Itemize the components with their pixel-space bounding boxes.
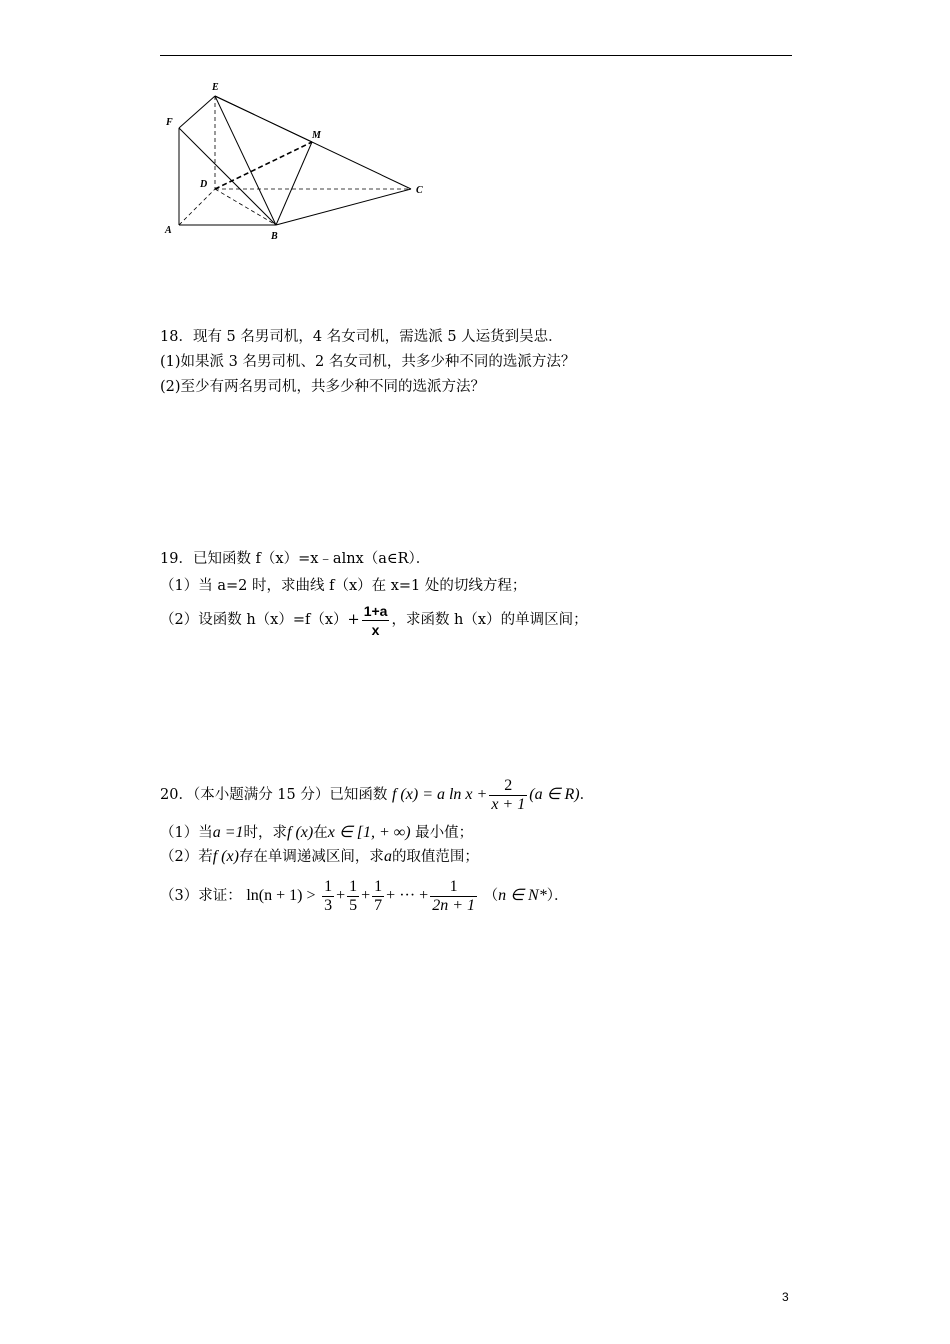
q20-p3-frac3-num: 1 (374, 877, 383, 895)
q20-p1-text-a: （1）当 (160, 825, 213, 841)
q20-stem-frac-num: 2 (489, 777, 527, 796)
q20-p1-math-a: a =1 (212, 824, 244, 841)
q19-part2 (160, 600, 588, 640)
q20-p1-text-b: 时，求 (243, 825, 288, 841)
q20-p2-text-b: 存在单调递减区间，求 (238, 849, 384, 865)
q20-p1-text-c: 在 (313, 825, 328, 841)
q19-stem: 19．已知函数 f（x）=x﹣alnx（a∈R）． (160, 551, 431, 567)
q19-part2-post: ，求函数 h（x）的单调区间； (391, 612, 588, 628)
q20-stem-cond: (a ∈ R) (529, 786, 580, 803)
q20-p3-frac-4 (430, 878, 477, 915)
q20-p3-frac4-den: 2n + 1 (432, 896, 475, 914)
q20-part3 (160, 874, 568, 918)
page-number: 3 (782, 1290, 789, 1304)
q20-p3-plus-1: + (336, 887, 346, 904)
header-rule (160, 55, 792, 56)
q20-p2-text-a: （2）若 (160, 849, 213, 865)
q20-p3-cond-close: ）． (546, 888, 569, 904)
q20-p3-frac3-den: 7 (374, 896, 383, 914)
q20-stem-fx: f (x) = a ln x + (391, 786, 488, 803)
q20-p2-text-c: 的取值范围； (391, 849, 479, 865)
q20-p3-text-a: （3）求证： (160, 888, 242, 904)
q20-stem-end: ． (579, 787, 595, 803)
q19-fraction (362, 602, 390, 639)
edge-AD (179, 189, 215, 225)
q20-p3-frac-2 (347, 878, 359, 915)
q18-part1: (1)如果派 3 名男司机、2 名女司机，共多少种不同的选派方法？ (160, 354, 576, 370)
label-F: F (166, 117, 173, 128)
q20-p3-frac1-num: 1 (324, 877, 333, 895)
q20-p1-math-fx: f (x) (287, 824, 314, 841)
q20-part2 (160, 847, 479, 867)
q19-fraction-den: x (371, 621, 380, 638)
label-D: D (200, 179, 208, 190)
q20-p3-ln: ln(n + 1) > (246, 887, 316, 904)
q20-p2-math-fx: f (x) (212, 848, 239, 865)
q20-stem-frac-den: x + 1 (491, 795, 526, 813)
edge-EM (215, 96, 312, 142)
q19-fraction-num: 1+a (363, 602, 388, 619)
q20-p1-text-d: 最小值； (415, 825, 474, 841)
edge-FE (179, 96, 215, 128)
edge-FB (179, 128, 276, 225)
q20-p3-frac-3 (372, 878, 384, 915)
edge-MB (276, 142, 312, 225)
q20-p3-frac1-den: 3 (324, 896, 333, 914)
edge-BC (276, 189, 411, 225)
label-B: B (271, 231, 278, 242)
label-M: M (312, 130, 321, 141)
q20-p3-cond-open: （ (483, 888, 499, 904)
q20-p3-dots: + ··· + (386, 887, 429, 904)
q18-part2: (2)至少有两名男司机，共多少种不同的选派方法？ (160, 379, 486, 395)
q20-p2-math-a: a (383, 848, 392, 865)
edge-EB (215, 96, 276, 225)
q20-stem-fraction (489, 777, 527, 814)
label-E: E (212, 82, 219, 93)
q20-p3-frac4-num: 1 (430, 878, 477, 897)
q20-p1-math-interval: x ∈ [1, + ∞) (327, 824, 411, 841)
q20-p3-frac-1 (322, 878, 334, 915)
q20-p3-frac2-den: 5 (349, 896, 358, 914)
q19-part2-pre: （2）设函数 h（x）=f（x）+ (160, 612, 360, 628)
q20-stem-pre: 20．（本小题满分 15 分）已知函数 (160, 787, 388, 803)
geometry-figure (155, 75, 445, 245)
q18-stem: 18．现有 5 名男司机，4 名女司机，需选派 5 人运货到吴忠． (160, 329, 563, 345)
q20-p3-plus-2: + (361, 887, 371, 904)
label-A: A (165, 225, 172, 236)
label-C: C (416, 185, 423, 196)
q20-part1 (160, 823, 473, 843)
q19-part1: （1）当 a=2 时，求曲线 f（x）在 x=1 处的切线方程； (160, 578, 527, 594)
q20-p3-cond: n ∈ N* (498, 887, 547, 904)
q20-stem (160, 775, 594, 815)
edge-DM (215, 142, 312, 189)
q20-p3-frac2-num: 1 (349, 877, 358, 895)
